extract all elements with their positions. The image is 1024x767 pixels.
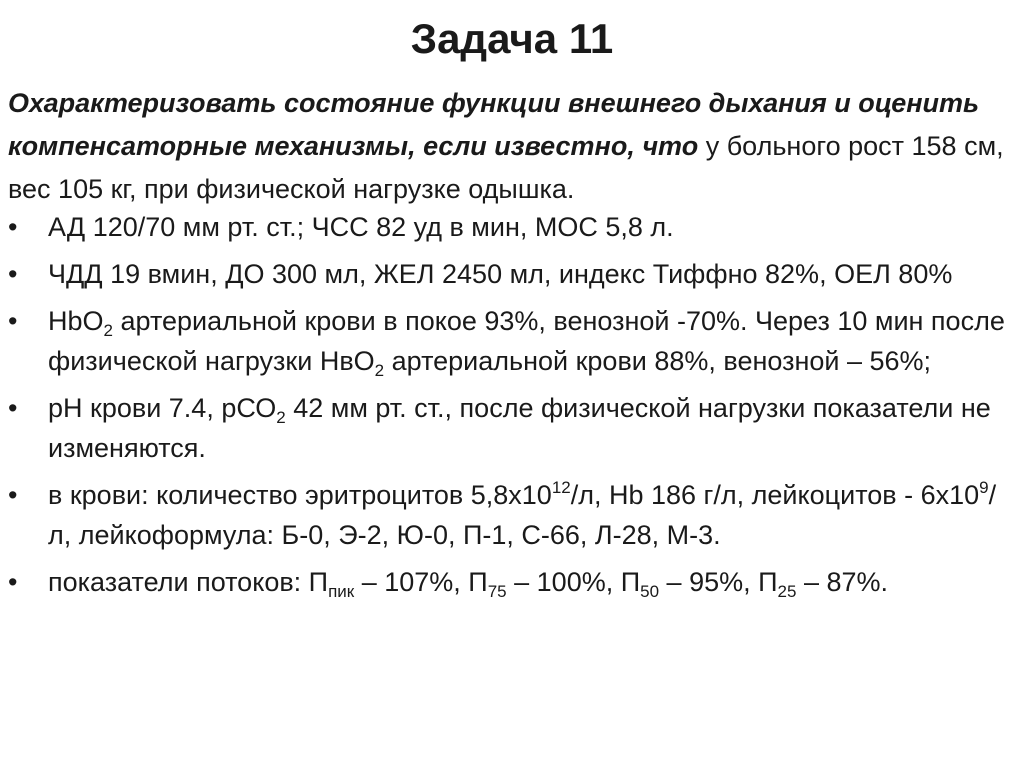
subscript: 2: [103, 321, 113, 340]
item-text: – 95%, П: [659, 567, 778, 597]
item-text: /л, Hb 186 г/л, лейкоцитов - 6х10: [570, 480, 980, 510]
list-item-blood-count: [8, 475, 1008, 555]
bullet-icon: •: [8, 306, 18, 336]
bullet-icon: •: [8, 480, 18, 510]
list-item-flow-rates: [8, 562, 1008, 602]
item-text: HbO: [48, 306, 104, 336]
task-intro-rest: у больного рост 158 см, вес 105 кг, при физической нагрузке одышка.: [8, 131, 1004, 204]
list-item-respiration: [8, 254, 1008, 294]
item-text: в крови: количество эритроцитов 5,8х10: [48, 480, 552, 510]
item-text: /л, лейкоформула: Б-0, Э-2, Ю-0, П-1, С-66, Л-28, М-3.: [48, 480, 997, 550]
item-text: артериальной крови в покое 93%, венозной -70%. Через 10 мин после физической нагрузки НвО: [48, 306, 1005, 376]
list-item-blood-gases: [8, 388, 1008, 468]
task-intro: [8, 82, 1008, 211]
subscript: 75: [487, 582, 507, 601]
slide-title: Задача 11: [410, 15, 614, 62]
item-text: АД 120/70 мм рт. ст.; ЧСС 82 уд в мин, МОС 5,8 л.: [48, 212, 674, 242]
item-text: показатели потоков: П: [48, 567, 329, 597]
bullet-icon: •: [8, 212, 18, 242]
task-lead-text: Охарактеризовать состояние функции внешнего дыхания и оценить компенсаторные механизмы, если известно, что: [8, 88, 980, 161]
list-item-oxyhemoglobin: [8, 301, 1008, 381]
bullet-icon: •: [8, 393, 18, 423]
item-text: ЧДД 19 вмин, ДО 300 мл, ЖЕЛ 2450 мл, индекс Тиффно 82%, ОЕЛ 80%: [48, 259, 953, 289]
bullet-icon: •: [8, 567, 18, 597]
item-text: – 100%, П: [506, 567, 641, 597]
subscript: 2: [374, 361, 385, 380]
subscript: 25: [777, 582, 797, 601]
bullet-icon: •: [8, 259, 18, 289]
item-text: артериальной крови 88%, венозной – 56%;: [384, 346, 932, 376]
list-item-blood-pressure: [8, 207, 1008, 247]
subscript: 50: [640, 582, 660, 601]
item-text: – 107%, П: [354, 567, 488, 597]
item-text: 42 мм рт. ст., после физической нагрузки показатели не изменяются.: [48, 393, 991, 463]
item-text: pH крови 7.4, рСО: [48, 393, 277, 423]
superscript: 9: [979, 478, 989, 497]
subscript: 2: [276, 408, 286, 427]
superscript: 12: [551, 478, 571, 497]
data-list: [8, 207, 1008, 609]
item-text: – 87%.: [796, 567, 888, 597]
subscript: пик: [328, 582, 355, 601]
